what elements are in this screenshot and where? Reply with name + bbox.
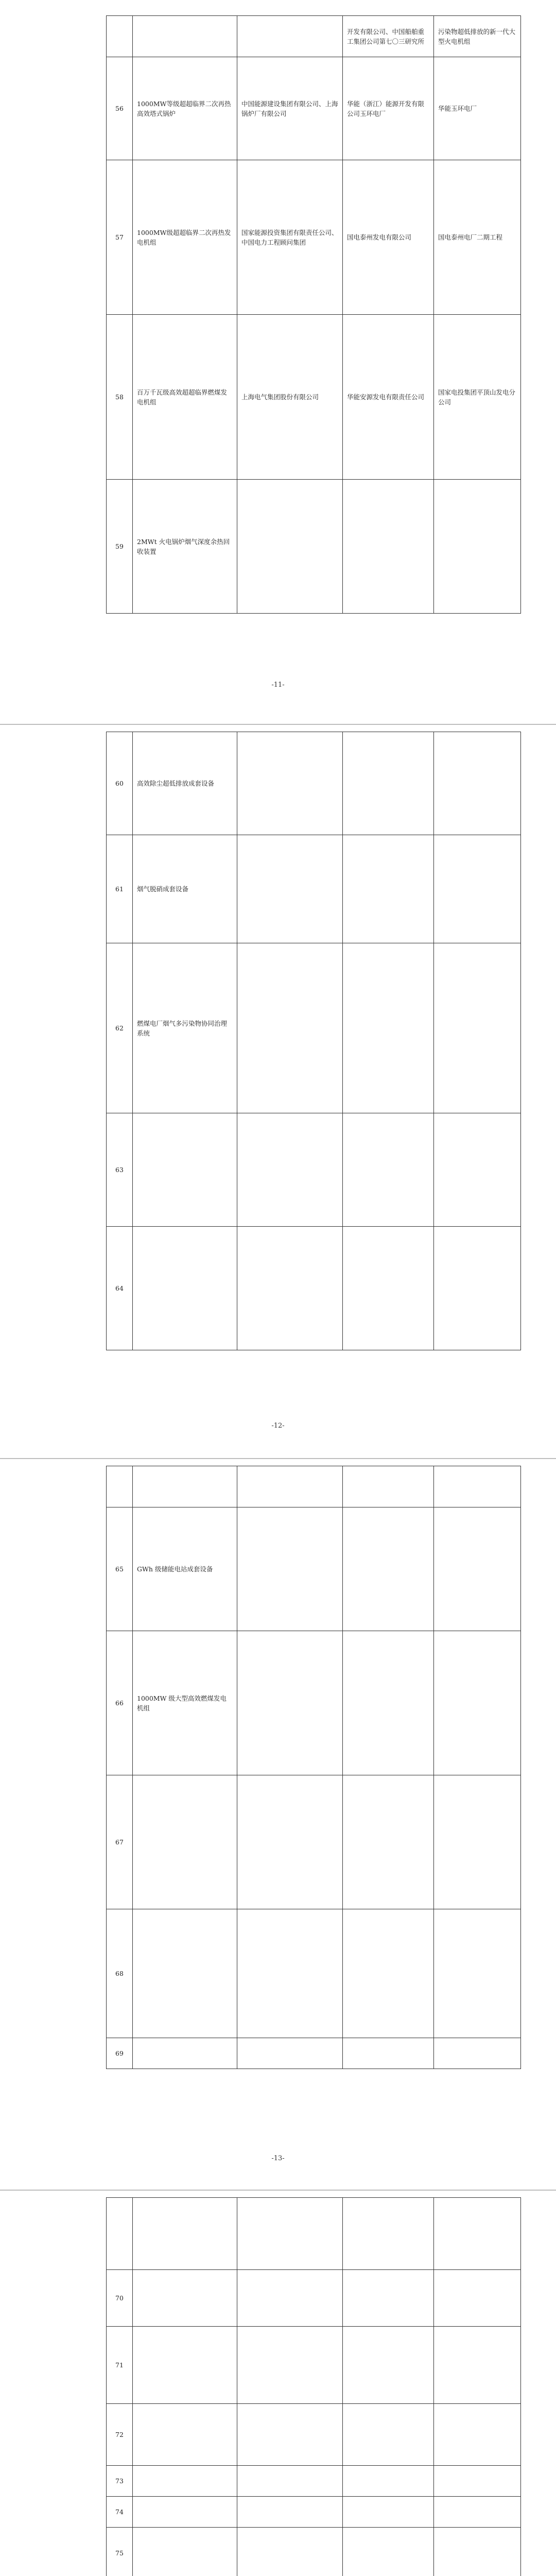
cell-cooperator <box>343 1113 434 1227</box>
cell-developer <box>237 2198 343 2270</box>
cell-equipment-name <box>133 2466 237 2497</box>
cell-developer <box>237 835 343 943</box>
table-row <box>107 2404 521 2466</box>
cell-application <box>434 1631 521 1775</box>
cell-number: 65 <box>107 1507 133 1631</box>
cell-application <box>434 2327 521 2404</box>
cell-equipment-name <box>133 2528 237 2576</box>
cell-developer <box>237 2466 343 2497</box>
cell-number: 75 <box>107 2528 133 2576</box>
cell-equipment-name: 百万千瓦级高效超超临界燃煤发电机组 <box>133 315 237 480</box>
table-row <box>107 2497 521 2528</box>
table-row <box>107 2198 521 2270</box>
cell-application <box>434 2404 521 2466</box>
cell-cooperator <box>343 1227 434 1350</box>
cell-equipment-name: 1000MW等级超超临界二次再热高效塔式锅炉 <box>133 57 237 160</box>
page-divider <box>0 724 556 725</box>
cell-application <box>434 2466 521 2497</box>
cell-number: 62 <box>107 943 133 1113</box>
table-row <box>107 315 521 480</box>
page-divider <box>0 1458 556 1459</box>
cell-cooperator <box>343 2528 434 2576</box>
cell-cooperator: 国电泰州发电有限公司 <box>343 160 434 315</box>
cell-number: 74 <box>107 2497 133 2528</box>
cell-cooperator: 华能（浙江）能源开发有限公司玉环电厂 <box>343 57 434 160</box>
table-row <box>107 160 521 315</box>
cell-number <box>107 2198 133 2270</box>
cell-equipment-name <box>133 2198 237 2270</box>
cell-application <box>434 1113 521 1227</box>
table-row <box>107 732 521 835</box>
cell-cooperator <box>343 1775 434 1909</box>
cell-number: 59 <box>107 480 133 614</box>
page-divider <box>0 2190 556 2191</box>
cell-cooperator <box>343 2198 434 2270</box>
cell-number: 67 <box>107 1775 133 1909</box>
cell-developer: 中国能源建设集团有限公司、上海锅炉厂有限公司 <box>237 57 343 160</box>
cell-developer <box>237 943 343 1113</box>
table-row <box>107 1466 521 1507</box>
cell-number <box>107 1466 133 1507</box>
cell-number <box>107 16 133 57</box>
equipment-table <box>106 1466 521 2069</box>
cell-cooperator <box>343 1631 434 1775</box>
equipment-table <box>106 732 521 1350</box>
cell-cooperator: 华能安源发电有限责任公司 <box>343 315 434 480</box>
table-row <box>107 2528 521 2576</box>
table-row <box>107 943 521 1113</box>
cell-number: 58 <box>107 315 133 480</box>
cell-equipment-name: GWh 级储能电站成套设备 <box>133 1507 237 1631</box>
cell-application: 污染物超低排放的新一代大型火电机组 <box>434 16 521 57</box>
cell-cooperator: 开发有限公司、中国船舶重工集团公司第七〇三研究所 <box>343 16 434 57</box>
cell-equipment-name <box>133 2497 237 2528</box>
cell-cooperator <box>343 2466 434 2497</box>
cell-cooperator <box>343 835 434 943</box>
cell-application <box>434 2038 521 2069</box>
cell-application <box>434 835 521 943</box>
page-number: -13- <box>271 2155 285 2162</box>
cell-application <box>434 1507 521 1631</box>
cell-number: 57 <box>107 160 133 315</box>
cell-cooperator <box>343 1466 434 1507</box>
cell-number: 72 <box>107 2404 133 2466</box>
cell-number: 68 <box>107 1909 133 2038</box>
table-row <box>107 1631 521 1775</box>
cell-equipment-name: 1000MW级超超临界二次再热发电机组 <box>133 160 237 315</box>
cell-developer <box>237 1466 343 1507</box>
cell-cooperator <box>343 2404 434 2466</box>
cell-application <box>434 480 521 614</box>
cell-number: 73 <box>107 2466 133 2497</box>
cell-equipment-name <box>133 1466 237 1507</box>
cell-application <box>434 1775 521 1909</box>
cell-cooperator <box>343 943 434 1113</box>
cell-equipment-name <box>133 1909 237 2038</box>
cell-equipment-name: 1000MW 级大型高效燃煤发电机组 <box>133 1631 237 1775</box>
table-row <box>107 1507 521 1631</box>
cell-equipment-name <box>133 16 237 57</box>
cell-application: 国电泰州电厂二期工程 <box>434 160 521 315</box>
cell-cooperator <box>343 2497 434 2528</box>
cell-developer <box>237 2270 343 2327</box>
page-number: -11- <box>271 681 285 689</box>
cell-developer: 上海电气集团股份有限公司 <box>237 315 343 480</box>
cell-cooperator <box>343 1909 434 2038</box>
cell-equipment-name <box>133 2270 237 2327</box>
cell-developer <box>237 1775 343 1909</box>
cell-application <box>434 732 521 835</box>
cell-application <box>434 2270 521 2327</box>
cell-developer <box>237 2528 343 2576</box>
cell-number: 60 <box>107 732 133 835</box>
cell-equipment-name <box>133 1227 237 1350</box>
cell-application <box>434 1909 521 2038</box>
cell-application: 国家电投集团平顶山发电分公司 <box>434 315 521 480</box>
cell-application <box>434 1466 521 1507</box>
cell-equipment-name <box>133 1113 237 1227</box>
cell-developer <box>237 2404 343 2466</box>
cell-developer <box>237 2497 343 2528</box>
cell-application: 华能玉环电厂 <box>434 57 521 160</box>
cell-equipment-name <box>133 2038 237 2069</box>
cell-application <box>434 2528 521 2576</box>
cell-developer <box>237 480 343 614</box>
table-row <box>107 2038 521 2069</box>
table-row <box>107 1775 521 1909</box>
cell-cooperator <box>343 1507 434 1631</box>
page-number: -12- <box>271 1422 285 1430</box>
table-row <box>107 2466 521 2497</box>
cell-developer <box>237 1113 343 1227</box>
table-row <box>107 1227 521 1350</box>
cell-number: 70 <box>107 2270 133 2327</box>
cell-application <box>434 1227 521 1350</box>
cell-number: 64 <box>107 1227 133 1350</box>
cell-number: 71 <box>107 2327 133 2404</box>
cell-number: 61 <box>107 835 133 943</box>
table-row <box>107 835 521 943</box>
cell-equipment-name <box>133 1775 237 1909</box>
table-row <box>107 2270 521 2327</box>
cell-equipment-name: 2MWt 火电锅炉烟气深度余热回收装置 <box>133 480 237 614</box>
cell-equipment-name: 高效除尘超低排放成套设备 <box>133 732 237 835</box>
table-row <box>107 16 521 57</box>
cell-equipment-name: 烟气脱硝成套设备 <box>133 835 237 943</box>
cell-cooperator <box>343 2327 434 2404</box>
cell-equipment-name: 燃煤电厂烟气多污染物协同治理系统 <box>133 943 237 1113</box>
cell-developer <box>237 732 343 835</box>
cell-number: 63 <box>107 1113 133 1227</box>
cell-developer <box>237 2038 343 2069</box>
equipment-table <box>106 2197 521 2576</box>
cell-number: 69 <box>107 2038 133 2069</box>
table-row <box>107 2327 521 2404</box>
cell-equipment-name <box>133 2404 237 2466</box>
table-row <box>107 57 521 160</box>
cell-developer <box>237 16 343 57</box>
equipment-table <box>106 15 521 614</box>
cell-developer <box>237 1631 343 1775</box>
cell-equipment-name <box>133 2327 237 2404</box>
cell-developer <box>237 2327 343 2404</box>
cell-cooperator <box>343 2038 434 2069</box>
cell-developer: 国家能源投资集团有限责任公司、中国电力工程顾问集团 <box>237 160 343 315</box>
cell-application <box>434 943 521 1113</box>
cell-developer <box>237 1909 343 2038</box>
cell-cooperator <box>343 480 434 614</box>
cell-application <box>434 2497 521 2528</box>
table-row <box>107 1113 521 1227</box>
cell-developer <box>237 1227 343 1350</box>
cell-application <box>434 2198 521 2270</box>
cell-cooperator <box>343 2270 434 2327</box>
table-row <box>107 480 521 614</box>
cell-cooperator <box>343 732 434 835</box>
cell-number: 66 <box>107 1631 133 1775</box>
table-row <box>107 1909 521 2038</box>
cell-number: 56 <box>107 57 133 160</box>
cell-developer <box>237 1507 343 1631</box>
